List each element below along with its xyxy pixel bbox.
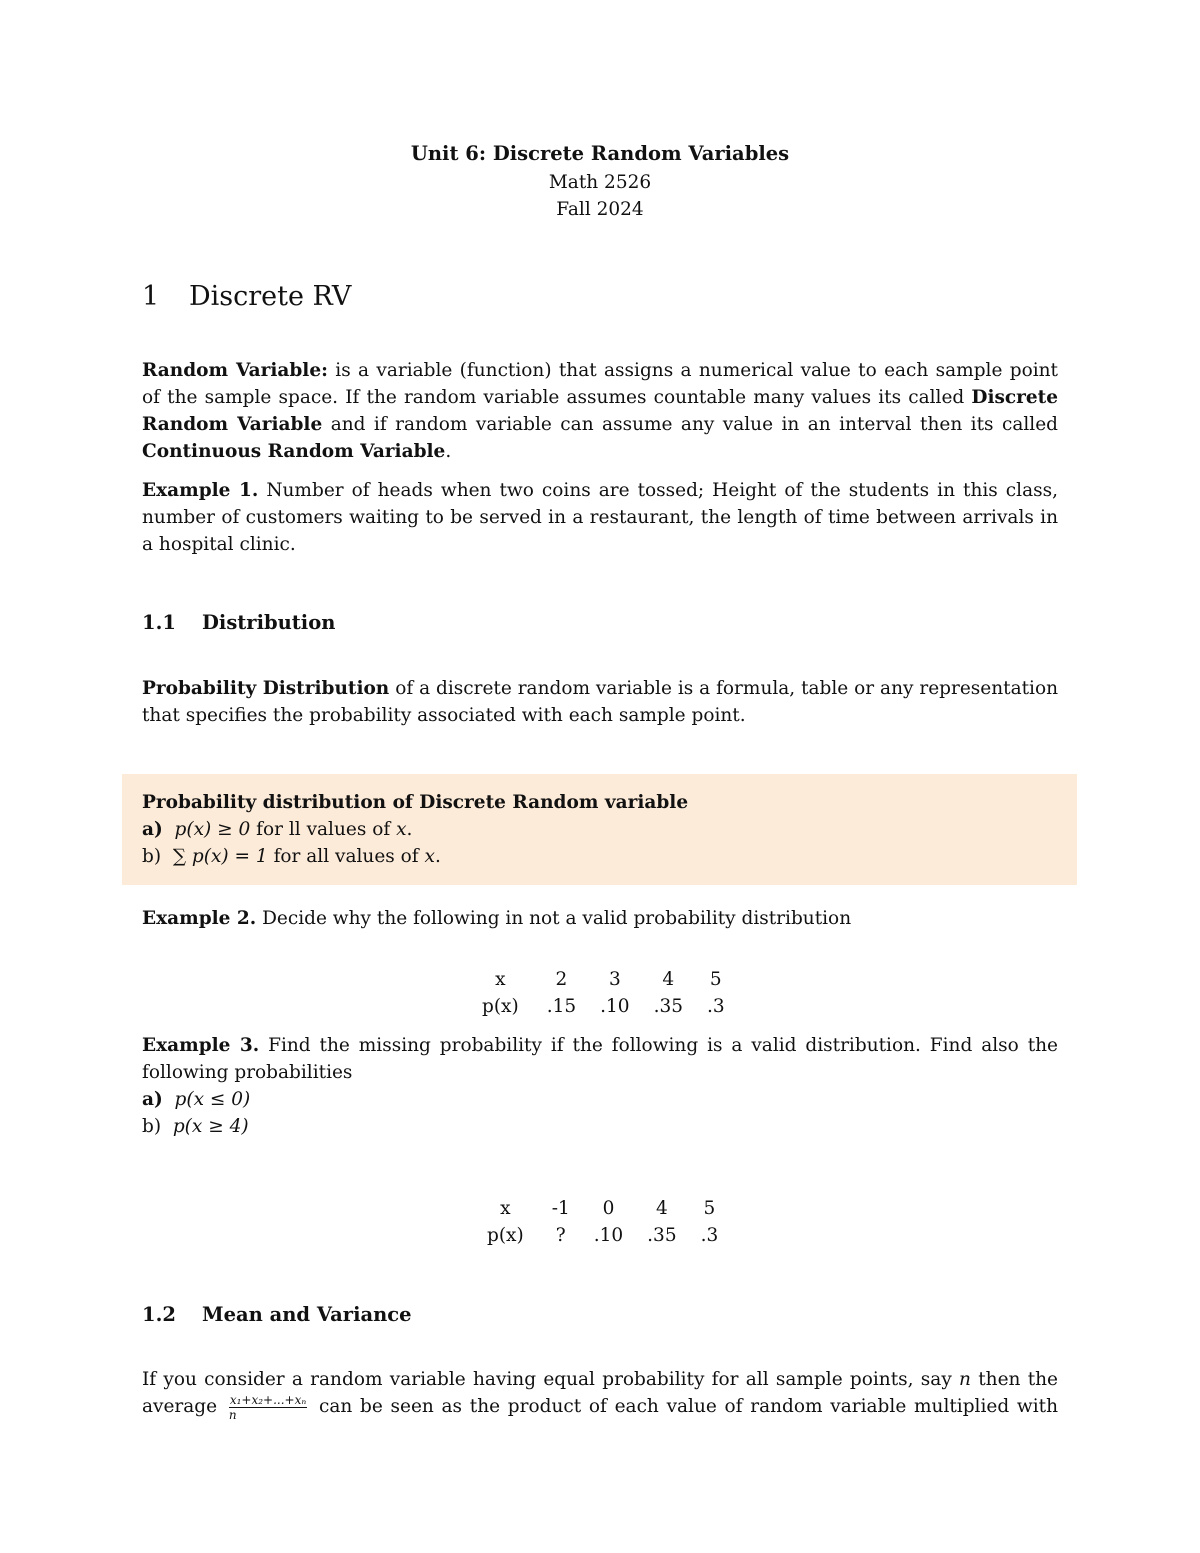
box-end: . bbox=[434, 846, 441, 867]
box-title: Probability distribution of Discrete Random variable bbox=[142, 792, 689, 813]
table-row-label: p(x) bbox=[482, 996, 519, 1017]
term: Fall 2024 bbox=[556, 199, 644, 220]
section-title: Distribution bbox=[202, 611, 336, 634]
probability-table-2 bbox=[470, 966, 737, 1020]
section-number: 1.2 bbox=[142, 1303, 176, 1326]
item-label: b) bbox=[142, 1116, 162, 1137]
fraction-denominator: n bbox=[228, 1407, 237, 1422]
section-title: Discrete RV bbox=[189, 281, 352, 312]
paragraph-text: average bbox=[142, 1396, 218, 1417]
definition-text: is a variable (function) that assigns a numerical value to each sample point of the sample space. If the random variable assumes countable many values its called bbox=[142, 360, 1058, 408]
course-name: Math 2526 bbox=[548, 172, 652, 193]
table-cell: 5 bbox=[709, 969, 722, 990]
item-math: p(x ≤ 0) bbox=[174, 1089, 251, 1110]
table-cell: 4 bbox=[655, 1198, 668, 1219]
definition-end: . bbox=[445, 441, 452, 462]
item-math: p(x ≥ 4) bbox=[172, 1116, 249, 1137]
table-cell: .15 bbox=[546, 996, 577, 1017]
example-text: Decide why the following in not a valid probability distribution bbox=[262, 908, 852, 929]
section-number: 1.1 bbox=[142, 611, 176, 634]
box-text: for all values of bbox=[273, 846, 419, 867]
example-1 bbox=[142, 477, 1058, 558]
definition-bold-discrete: Discrete Random Variable bbox=[142, 387, 1058, 435]
table-cell: .10 bbox=[600, 996, 630, 1017]
box-item-label: a) bbox=[142, 819, 163, 840]
table-cell: .3 bbox=[706, 996, 725, 1017]
box-math: p(x) ≥ 0 bbox=[174, 819, 251, 840]
paragraph-text: then the bbox=[978, 1369, 1059, 1390]
box-item-label: b) bbox=[142, 846, 162, 867]
table-cell: 3 bbox=[608, 969, 621, 990]
table-row-x bbox=[470, 966, 737, 993]
section-heading-1-1 bbox=[142, 609, 335, 636]
table-cell: .35 bbox=[653, 996, 683, 1017]
doc-title: Unit 6: Discrete Random Variables bbox=[410, 142, 790, 165]
box-math: ∑ p(x) = 1 bbox=[172, 846, 268, 867]
definition-box bbox=[122, 774, 1077, 885]
box-item-b bbox=[142, 843, 1042, 870]
table-row-p bbox=[470, 993, 737, 1020]
definition-paragraph bbox=[142, 357, 1058, 465]
example-text: Number of heads when two coins are tossed; Height of the students in this class, number of customers waiting to be served in a restaurant, the length of time between arrivals in a hospital clinic. bbox=[142, 480, 1058, 555]
paragraph-text: can be seen as the product of each value of random variable multiplied with bbox=[318, 1396, 1058, 1417]
table-cell: -1 bbox=[551, 1198, 570, 1219]
table-cell: .3 bbox=[700, 1225, 719, 1246]
section-heading-1 bbox=[142, 280, 351, 314]
example-text: Find the missing probability if the following is a valid distribution. Find also the following probabilities bbox=[142, 1035, 1058, 1083]
table-cell: .35 bbox=[647, 1225, 677, 1246]
example-2 bbox=[142, 905, 1058, 932]
table-cell: ? bbox=[555, 1225, 566, 1246]
example-label: Example 1. bbox=[142, 480, 259, 501]
box-item-a bbox=[142, 816, 1042, 843]
example-label: Example 3. bbox=[142, 1035, 260, 1056]
box-var: x bbox=[424, 846, 435, 867]
box-var: x bbox=[396, 819, 407, 840]
distribution-term: Probability Distribution bbox=[142, 678, 390, 699]
example-3-item-b bbox=[142, 1113, 1058, 1140]
section-number: 1 bbox=[142, 281, 160, 312]
example-label: Example 2. bbox=[142, 908, 257, 929]
definition-term: Random Variable: bbox=[142, 360, 328, 381]
mean-paragraph-line-1 bbox=[142, 1366, 1058, 1393]
section-title: Mean and Variance bbox=[202, 1303, 412, 1326]
table-row-p bbox=[475, 1222, 730, 1249]
average-fraction bbox=[229, 1394, 307, 1421]
table-row-label: p(x) bbox=[487, 1225, 524, 1246]
table-cell: 5 bbox=[703, 1198, 716, 1219]
distribution-text: of a discrete random variable is a formula, table or any representation that specifies the probability associated with each sample point. bbox=[142, 678, 1059, 726]
table-cell: 2 bbox=[555, 969, 568, 990]
fraction-numerator: x₁+x₂+...+xₙ bbox=[229, 1392, 307, 1407]
table-cell: 0 bbox=[602, 1198, 615, 1219]
table-row-label: x bbox=[500, 1198, 511, 1219]
table-row-x bbox=[475, 1195, 730, 1222]
distribution-paragraph bbox=[142, 675, 1058, 729]
paragraph-text: If you consider a random variable having equal probability for all sample points, say bbox=[142, 1369, 952, 1390]
table-cell: .10 bbox=[593, 1225, 624, 1246]
box-text: for ll values of bbox=[256, 819, 391, 840]
section-heading-1-2 bbox=[142, 1301, 412, 1328]
example-3 bbox=[142, 1032, 1058, 1086]
table-cell: 4 bbox=[662, 969, 675, 990]
definition-bold-continuous: Continuous Random Variable bbox=[142, 441, 446, 462]
math-var: n bbox=[959, 1369, 971, 1390]
item-label: a) bbox=[142, 1089, 163, 1110]
mean-paragraph-line-2 bbox=[142, 1393, 1058, 1421]
definition-text-2: and if random variable can assume any value in an interval then its called bbox=[330, 414, 1058, 435]
table-row-label: x bbox=[495, 969, 506, 990]
example-3-item-a bbox=[142, 1086, 1058, 1113]
probability-table-3 bbox=[475, 1195, 730, 1249]
box-end: . bbox=[406, 819, 413, 840]
